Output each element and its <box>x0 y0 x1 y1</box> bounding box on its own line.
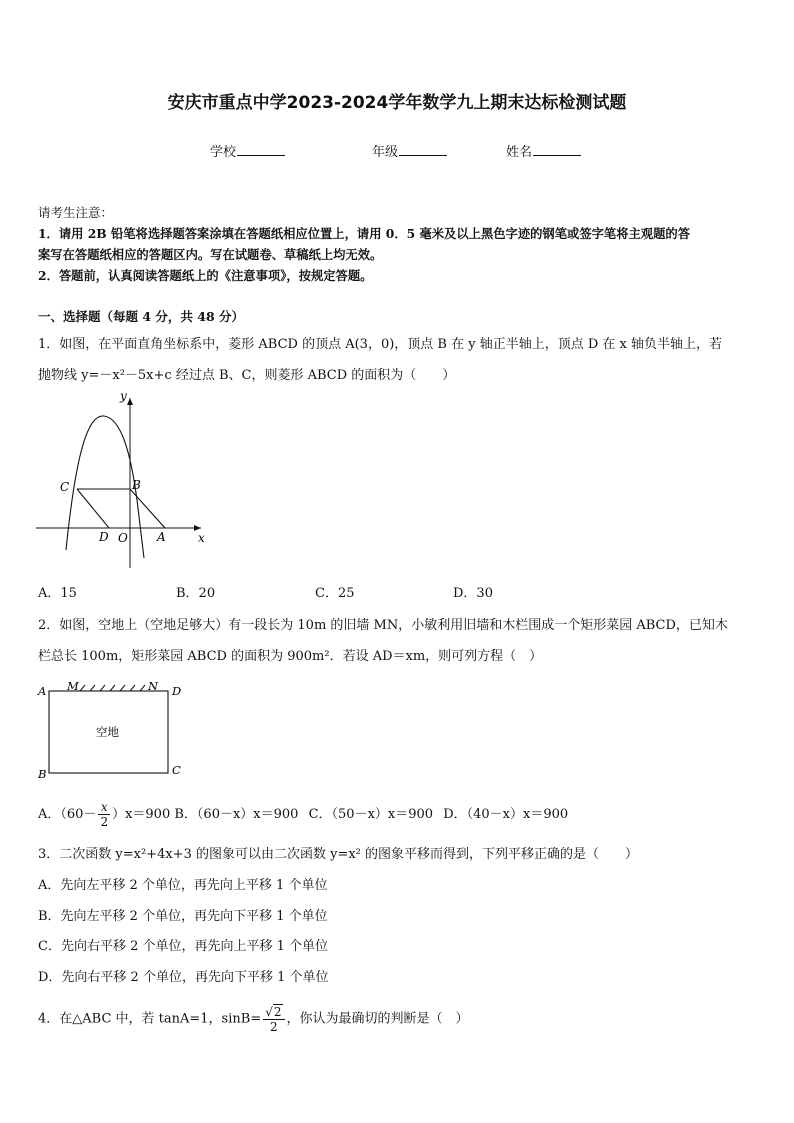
name-blank <box>533 142 581 156</box>
school-field <box>210 141 285 160</box>
q2-option-b: B．（60－x）x＝900 <box>174 807 299 822</box>
old-wall-hatching <box>80 685 145 691</box>
notice-item1-line2: 案写在答题纸相应的答题区内。写在试题卷、草稿纸上均无效。 <box>38 247 383 262</box>
grade-blank <box>399 142 447 156</box>
page-title: 安庆市重点中学2023-2024学年数学九上期末达标检测试题 <box>167 93 627 113</box>
fraction-denominator: 2 <box>270 1020 278 1034</box>
q2-stem-line1: 2．如图，空地上（空地足够大）有一段长为 10m 的旧墙 MN，小敏利用旧墙和木栏围成一个矩形菜园 ABCD，已知木 <box>38 618 728 633</box>
fraction-numerator: √2 <box>263 1004 284 1020</box>
x-axis-label: x <box>198 531 205 545</box>
fraction-denominator: 2 <box>100 815 109 829</box>
point-c-label: C <box>60 480 70 494</box>
q3-option-b: B．先向左平移 2 个单位，再先向下平移 1 个单位 <box>38 909 328 924</box>
corner-b-label: B <box>38 767 47 781</box>
q4-stem-prefix: 4．在△ABC 中，若 tanA=1，sinB= <box>38 1011 262 1027</box>
notice-item1-line1: 1．请用 2B 铅笔将选择题答案涂填在答题纸相应位置上，请用 0．5 毫米及以上黑色字迹的钢笔或签字笔将主观题的答 <box>38 226 690 241</box>
corner-d-label: D <box>172 684 182 698</box>
sqrt-radicand: 2 <box>273 1005 282 1019</box>
school-label: 学校 <box>210 145 237 160</box>
q4-stem-suffix: ，你认为最确切的判断是（ ） <box>286 1011 469 1027</box>
name-field <box>506 141 581 160</box>
rhombus-abcd <box>77 489 165 528</box>
q3-stem: 3．二次函数 y=x²+4x+3 的图象可以由二次函数 y=x² 的图象平移而得到，下列平移正确的是（ ） <box>38 847 639 862</box>
q2-options <box>38 800 568 829</box>
q2-figure <box>36 678 196 782</box>
q2-option-c: C．（50－x）x＝900 <box>308 807 434 822</box>
y-axis-label: y <box>120 392 127 403</box>
q1-figure <box>36 392 216 574</box>
corner-c-label: C <box>172 763 181 777</box>
q1-option-c: C．25 <box>315 586 355 601</box>
school-blank <box>237 142 285 156</box>
corner-a-label: A <box>38 684 47 698</box>
point-b-label: B <box>132 478 141 492</box>
y-axis-arrow <box>127 398 133 405</box>
grade-field <box>372 141 447 160</box>
q1-stem-line2: 抛物线 y=－x²－5x+c 经过点 B、C，则菱形 ABCD 的面积为（ ） <box>38 368 456 383</box>
q2-option-d: D．（40－x）x＝900 <box>443 807 569 822</box>
section-heading: 一、选择题（每题 4 分，共 48 分） <box>38 309 245 324</box>
q3-option-a: A．先向左平移 2 个单位，再先向上平移 1 个单位 <box>38 878 328 893</box>
q1-option-b: B．20 <box>176 586 216 601</box>
fraction-numerator: x <box>98 800 110 815</box>
name-label: 姓名 <box>506 145 533 160</box>
q1-stem-line1: 1．如图，在平面直角坐标系中，菱形 ABCD 的顶点 A(3，0)，顶点 B 在 y 轴正半轴上，顶点 D 在 x 轴负半轴上，若 <box>38 337 723 352</box>
q3-option-c: C．先向右平移 2 个单位，再先向上平移 1 个单位 <box>38 939 329 954</box>
q4-stem <box>38 1004 469 1034</box>
point-n-label: N <box>148 679 159 693</box>
point-a-label: A <box>157 530 166 544</box>
q1-option-d: D．30 <box>453 586 493 601</box>
point-d-label: D <box>99 530 109 544</box>
q2-option-a-prefix: A．（60－ <box>38 807 97 822</box>
q3-option-d: D．先向右平移 2 个单位，再先向下平移 1 个单位 <box>38 970 329 985</box>
q1-option-a: A．15 <box>38 586 77 601</box>
notice-heading: 请考生注意： <box>38 205 114 220</box>
empty-land-label: 空地 <box>96 725 119 739</box>
q2-option-a-suffix: ）x＝900 <box>112 807 171 822</box>
point-m-label: M <box>67 679 79 693</box>
q2-option-a-fraction <box>98 800 110 829</box>
origin-label: O <box>118 531 128 545</box>
q4-sqrt-fraction <box>263 1004 284 1034</box>
notice-item2: 2．答题前，认真阅读答题纸上的《注意事项》，按规定答题。 <box>38 268 373 283</box>
q2-stem-line2: 栏总长 100m，矩形菜园 ABCD 的面积为 900m²．若设 AD＝xm，则可列方程（ ） <box>38 649 543 664</box>
grade-label: 年级 <box>372 145 399 160</box>
